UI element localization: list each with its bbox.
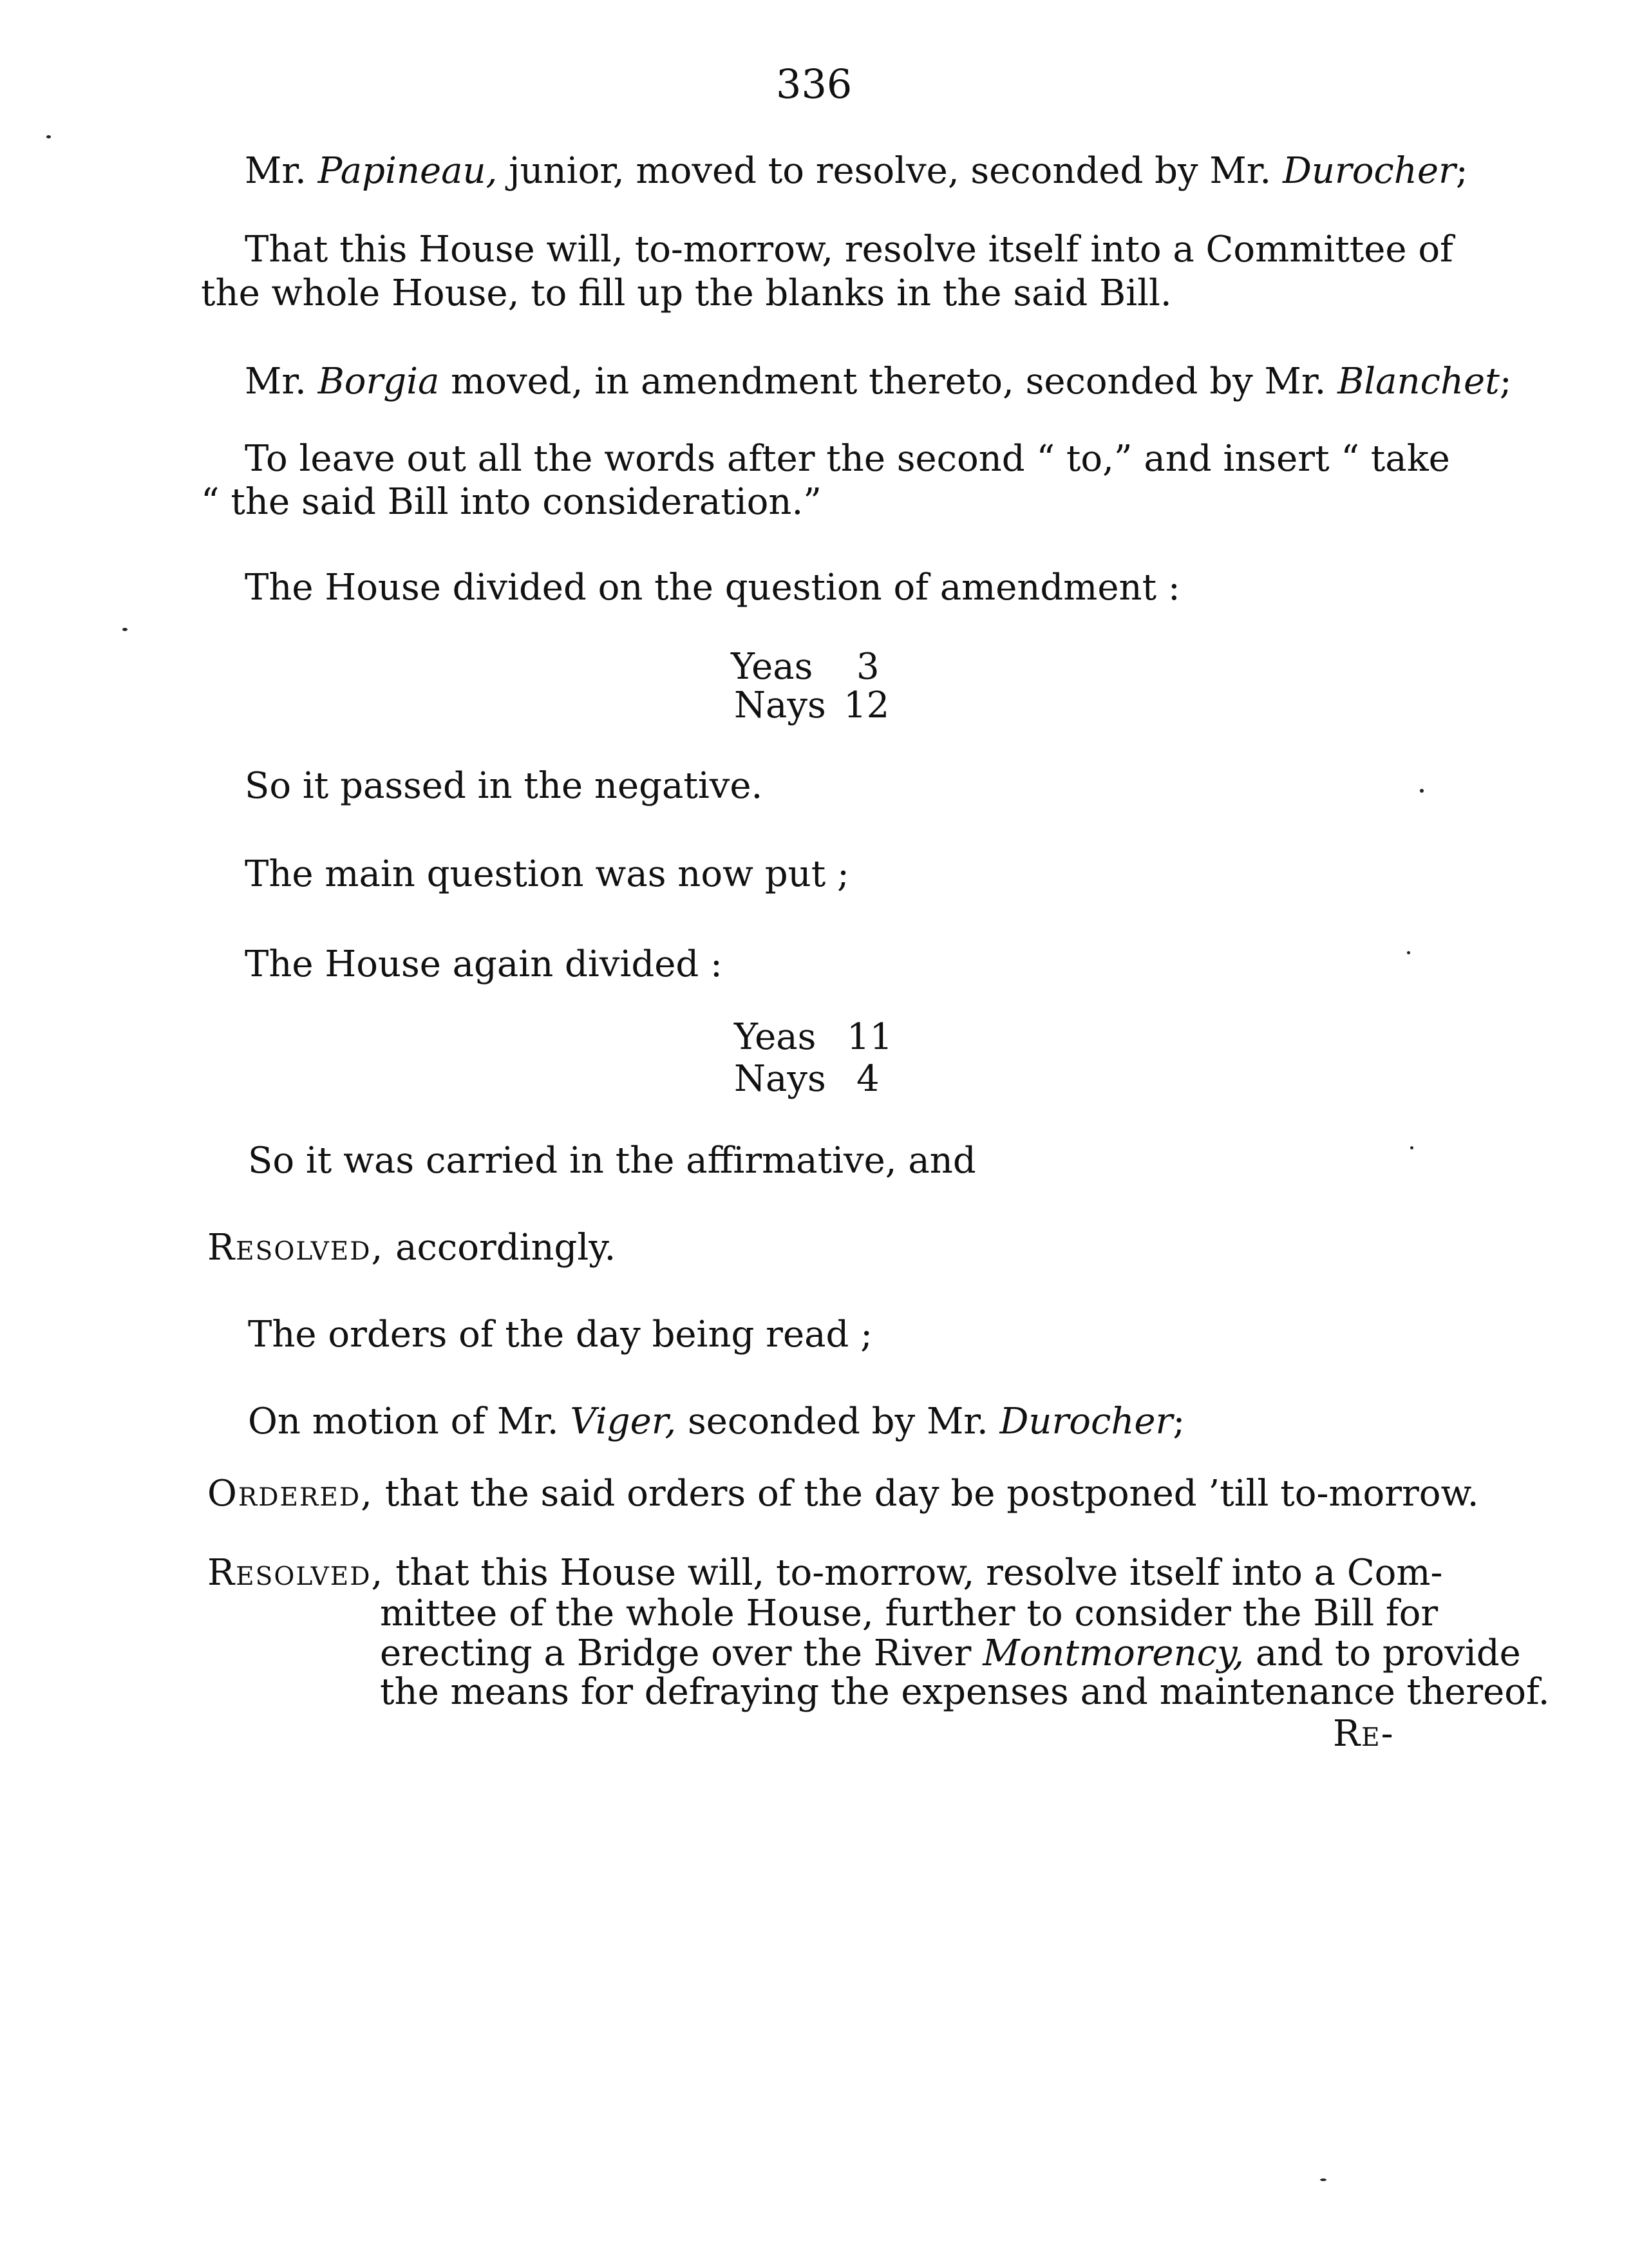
ordered-label: Ordered, [207,1473,373,1515]
scan-speck [1407,951,1410,954]
main-question-line: The main question was now put ; [245,853,849,895]
resolved-continuation [380,1632,1521,1674]
yeas-count: 3 [856,646,880,688]
resolved-label: Resolved, [207,1552,384,1594]
seconder-name: Durocher [1282,150,1456,192]
resolved-continuation: the means for defraying the expenses and maintenance thereof. [380,1671,1550,1713]
motion-text: seconded by Mr. [688,1401,988,1442]
ordered-line [207,1473,1479,1515]
seconder-name: Blanchet [1337,361,1500,402]
punctuation: ; [1455,150,1468,192]
scan-speck [46,135,51,138]
motion-text: junior, moved to resolve, seconded by [509,150,1198,192]
amendment-text-line-1: To leave out all the words after the second “ to,” and insert “ take [245,438,1450,480]
ordered-text: that the said orders of the day be postponed ’till to-morrow. [384,1473,1479,1515]
result-line: So it was carried in the affirmative, and [248,1140,976,1182]
resolved-text: accordingly. [395,1227,616,1269]
resolved-line [207,1552,1443,1594]
mover-name: Viger, [570,1401,677,1442]
resolved-text: and to provide [1255,1632,1521,1674]
motion-text: moved, in amendment thereto, seconded by Mr. [451,361,1326,402]
division-intro: The House divided on the question of amendment : [245,567,1180,609]
scan-speck [1410,1146,1413,1149]
title-mr: Mr. [245,150,307,192]
motion-line [245,150,1468,192]
scan-speck [122,628,127,631]
yeas-label: Yeas [734,1016,816,1058]
catchword: Re- [1333,1713,1395,1755]
result-line: So it passed in the negative. [245,765,763,807]
orders-read-line: The orders of the day being read ; [248,1314,873,1356]
resolved-text: erecting a Bridge over the River [380,1632,972,1674]
motion-text: On motion of Mr. [248,1401,559,1442]
amendment-text-line-2: “ the said Bill into consideration.” [201,481,822,523]
seconder-name: Durocher [999,1401,1173,1442]
nays-label: Nays [734,685,826,726]
division-intro: The House again divided : [245,943,722,985]
punctuation: ; [1173,1401,1185,1442]
mover-name: Borgia [317,361,440,402]
river-name: Montmorency, [983,1632,1244,1674]
nays-count: 4 [856,1058,880,1100]
nays-count: 12 [844,685,890,726]
mover-name: Papineau, [317,150,498,192]
page-number: 336 [776,61,853,108]
yeas-label: Yeas [731,646,813,688]
nays-label: Nays [734,1058,826,1100]
resolved-text: that this House will, to-morrow, resolve itself into a Com- [395,1552,1443,1594]
title-mr: Mr. [1209,150,1272,192]
scan-speck [1420,789,1424,793]
scan-speck [1320,2178,1326,2181]
motion-line [248,1401,1185,1442]
yeas-count: 11 [847,1016,893,1058]
punctuation: ; [1499,361,1512,402]
title-mr: Mr. [245,361,307,402]
resolved-continuation: mittee of the whole House, further to consider the Bill for [380,1592,1439,1634]
resolved-label: Resolved, [207,1227,384,1269]
resolved-line [207,1227,616,1269]
amendment-motion [245,361,1512,402]
resolution-line-1: That this House will, to-morrow, resolve itself into a Committee of [245,229,1453,270]
resolution-line-2: the whole House, to fill up the blanks in the said Bill. [201,272,1172,314]
